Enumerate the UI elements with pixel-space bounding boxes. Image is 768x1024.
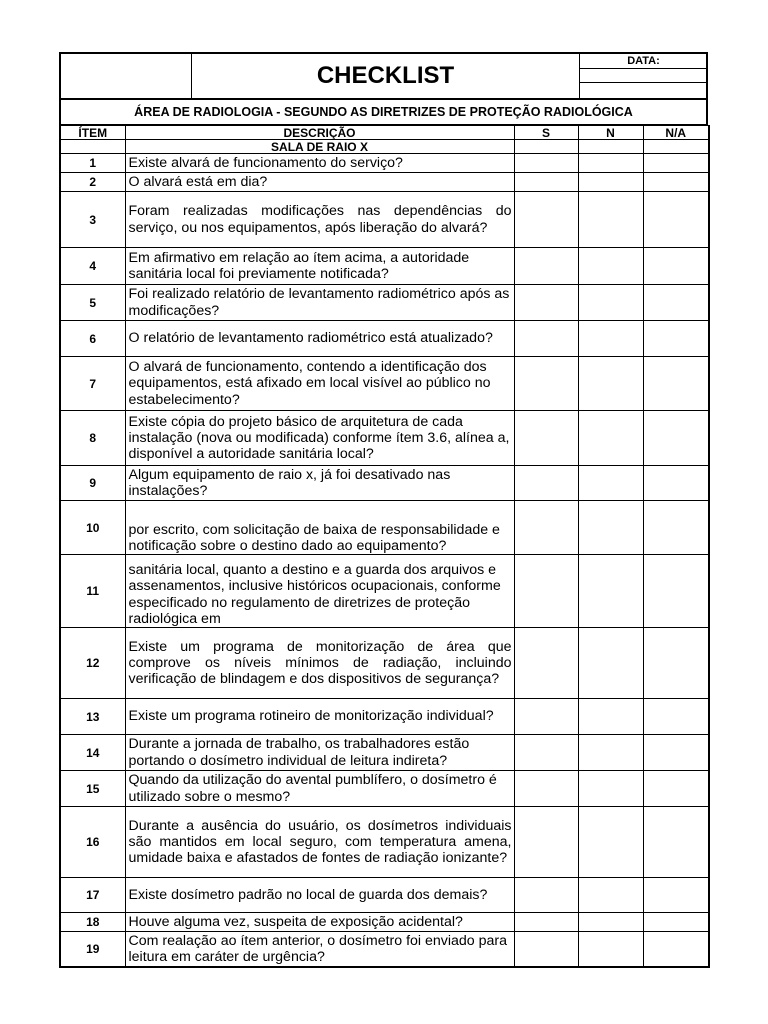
table-row xyxy=(60,878,709,913)
item-number: 19 xyxy=(60,932,125,967)
item-description xyxy=(125,192,514,248)
item-number: 18 xyxy=(60,913,125,932)
section-spacer xyxy=(60,140,125,154)
table-row xyxy=(60,321,709,357)
item-description xyxy=(125,411,514,466)
answer-cell-no[interactable] xyxy=(578,628,643,699)
answer-cell-no[interactable] xyxy=(578,285,643,321)
answer-cell-yes[interactable] xyxy=(514,192,578,248)
table-row xyxy=(60,735,709,771)
item-description-text: Existe alvará de funcionamento do serviço? xyxy=(128,154,403,171)
item-number: 14 xyxy=(60,735,125,771)
item-description xyxy=(125,699,514,735)
answer-cell-na[interactable] xyxy=(643,913,709,932)
item-description xyxy=(125,466,514,501)
item-number: 5 xyxy=(60,285,125,321)
answer-cell-yes[interactable] xyxy=(514,321,578,357)
item-description-text: Em afirmativo em relação ao ítem acima, a autoridade sanitária local foi previamente notificada? xyxy=(128,249,470,282)
table-row xyxy=(60,285,709,321)
answer-cell-no[interactable] xyxy=(578,878,643,913)
item-description xyxy=(125,932,514,967)
item-number: 9 xyxy=(60,466,125,501)
answer-cell-na[interactable] xyxy=(643,192,709,248)
answer-cell-yes[interactable] xyxy=(514,771,578,807)
answer-cell-yes[interactable] xyxy=(514,173,578,192)
item-description-text: Quando da utilização do avental pumblífero, o dosímetro é utilizado sobre o mesmo? xyxy=(128,772,497,805)
table-row xyxy=(60,192,709,248)
section-row xyxy=(60,140,709,154)
table-row xyxy=(60,699,709,735)
answer-cell-na[interactable] xyxy=(643,555,709,628)
answer-cell-na[interactable] xyxy=(643,771,709,807)
answer-cell-na[interactable] xyxy=(643,411,709,466)
item-number: 13 xyxy=(60,699,125,735)
item-description xyxy=(125,735,514,771)
item-description xyxy=(125,807,514,878)
item-number: 17 xyxy=(60,878,125,913)
table-row xyxy=(60,501,709,555)
answer-cell-yes[interactable] xyxy=(514,411,578,466)
column-header-description: DESCRIÇÃO xyxy=(125,126,514,140)
item-description-text: Algum equipamento de raio x, já foi desativado nas instalações? xyxy=(128,466,451,499)
answer-cell-no[interactable] xyxy=(578,699,643,735)
answer-cell-na[interactable] xyxy=(643,285,709,321)
section-title: SALA DE RAIO X xyxy=(125,140,514,154)
answer-cell-na[interactable] xyxy=(643,321,709,357)
item-description xyxy=(125,154,514,173)
answer-cell-na[interactable] xyxy=(643,932,709,967)
answer-cell-no[interactable] xyxy=(578,357,643,411)
item-description xyxy=(125,173,514,192)
item-description-text: O alvará está em dia? xyxy=(128,173,268,190)
checklist-sheet xyxy=(59,52,708,968)
logo-cell xyxy=(61,54,192,98)
date-block xyxy=(579,54,707,98)
column-header-row xyxy=(60,126,709,140)
answer-cell-no[interactable] xyxy=(578,807,643,878)
item-description-text: Com realação ao ítem anterior, o dosímetro foi enviado para leitura em caráter de urgência? xyxy=(128,932,508,965)
item-number: 2 xyxy=(60,173,125,192)
answer-cell-no[interactable] xyxy=(578,932,643,967)
answer-cell-na[interactable] xyxy=(643,173,709,192)
date-extra-field[interactable] xyxy=(580,83,707,97)
answer-cell-yes[interactable] xyxy=(514,807,578,878)
answer-cell-yes[interactable] xyxy=(514,735,578,771)
item-description xyxy=(125,771,514,807)
checklist-subtitle: ÁREA DE RADIOLOGIA - SEGUNDO AS DIRETRIZES DE PROTEÇÃO RADIOLÓGICA xyxy=(59,98,708,125)
table-row xyxy=(60,932,709,967)
answer-cell-no[interactable] xyxy=(578,501,643,555)
answer-cell-yes[interactable] xyxy=(514,154,578,173)
column-header-na: N/A xyxy=(643,126,709,140)
item-number: 15 xyxy=(60,771,125,807)
answer-cell-no[interactable] xyxy=(578,248,643,285)
answer-cell-no[interactable] xyxy=(578,771,643,807)
item-description xyxy=(125,248,514,285)
table-row xyxy=(60,913,709,932)
answer-cell-na[interactable] xyxy=(643,699,709,735)
answer-cell-no[interactable] xyxy=(578,173,643,192)
item-description-text: Existe um programa rotineiro de monitorização individual? xyxy=(128,708,494,725)
item-number: 3 xyxy=(60,192,125,248)
item-description-text: Durante a jornada de trabalho, os trabalhadores estão portando o dosímetro individual de leitura indireta? xyxy=(128,736,470,769)
answer-cell-na[interactable] xyxy=(643,248,709,285)
answer-cell-yes[interactable] xyxy=(514,357,578,411)
answer-cell-na[interactable] xyxy=(643,628,709,699)
column-header-item: ÍTEM xyxy=(60,126,125,140)
item-description xyxy=(125,357,514,411)
answer-cell-no[interactable] xyxy=(578,321,643,357)
answer-cell-no[interactable] xyxy=(578,192,643,248)
item-number: 10 xyxy=(60,501,125,555)
item-description-text: Durante a ausência do usuário, os dosímetros individuais são mantidos em local seguro, com temperatura amena, umidade baixa e afastados de fontes de radiação ionizante? xyxy=(128,817,512,867)
table-row xyxy=(60,248,709,285)
item-description-text: Existe dosímetro padrão no local de guarda dos demais? xyxy=(128,886,488,903)
answer-cell-yes[interactable] xyxy=(514,913,578,932)
item-number: 4 xyxy=(60,248,125,285)
answer-cell-na[interactable] xyxy=(643,357,709,411)
answer-cell-na[interactable] xyxy=(643,735,709,771)
answer-cell-yes[interactable] xyxy=(514,628,578,699)
item-description-text: Houve alguma vez, suspeita de exposição acidental? xyxy=(128,913,463,930)
answer-cell-na[interactable] xyxy=(643,878,709,913)
item-description xyxy=(125,321,514,357)
answer-cell-na[interactable] xyxy=(643,807,709,878)
table-row xyxy=(60,628,709,699)
item-description-text: Existe um programa de monitorização de área que comprove os níveis mínimos de radiação, incluindo verificação de blindagem e dos dispositivos de segurança? xyxy=(128,638,512,688)
item-number: 7 xyxy=(60,357,125,411)
answer-cell-yes[interactable] xyxy=(514,248,578,285)
answer-cell-no[interactable] xyxy=(578,411,643,466)
answer-cell-no[interactable] xyxy=(578,154,643,173)
answer-cell-yes[interactable] xyxy=(514,466,578,501)
section-spacer xyxy=(578,140,643,154)
section-spacer xyxy=(514,140,578,154)
item-number: 8 xyxy=(60,411,125,466)
table-row xyxy=(60,771,709,807)
table-row xyxy=(60,411,709,466)
item-number: 12 xyxy=(60,628,125,699)
answer-cell-no[interactable] xyxy=(578,466,643,501)
item-description-text: O relatório de levantamento radiométrico está atualizado? xyxy=(128,330,493,347)
column-header-no: N xyxy=(578,126,643,140)
item-number: 11 xyxy=(60,555,125,628)
item-description-text: sanitária local, quanto a destino e a guarda dos arquivos e assenamentos, inclusive históricos ocupacionais, conforme especificado no regulamento de diretrizes de proteção radiológica em xyxy=(128,562,501,627)
answer-cell-yes[interactable] xyxy=(514,285,578,321)
answer-cell-na[interactable] xyxy=(643,466,709,501)
answer-cell-yes[interactable] xyxy=(514,699,578,735)
answer-cell-na[interactable] xyxy=(643,501,709,555)
item-description-text: O alvará de funcionamento, contendo a identificação dos equipamentos, está afixado em local visível ao público no estabelecimento? xyxy=(128,359,491,408)
checklist-header xyxy=(59,52,708,98)
item-number: 16 xyxy=(60,807,125,878)
date-label: DATA: xyxy=(580,54,707,69)
item-description xyxy=(125,555,514,628)
answer-cell-yes[interactable] xyxy=(514,932,578,967)
answer-cell-yes[interactable] xyxy=(514,501,578,555)
page-title: CHECKLIST xyxy=(316,62,455,89)
checklist-rows xyxy=(60,154,709,967)
answer-cell-na[interactable] xyxy=(643,154,709,173)
table-row xyxy=(60,154,709,173)
item-description xyxy=(125,285,514,321)
answer-cell-yes[interactable] xyxy=(514,878,578,913)
answer-cell-yes[interactable] xyxy=(514,555,578,628)
item-description xyxy=(125,501,514,555)
item-description-text: Existe cópia do projeto básico de arquitetura de cada instalação (nova ou modificada) conforme ítem 3.6, alínea a, disponível a autoridade sanitária local? xyxy=(128,413,510,463)
answer-cell-no[interactable] xyxy=(578,735,643,771)
answer-cell-no[interactable] xyxy=(578,555,643,628)
answer-cell-no[interactable] xyxy=(578,913,643,932)
table-row xyxy=(60,807,709,878)
item-description-text: por escrito, com solicitação de baixa de responsabilidade e notificação sobre o destino dado ao equipamento? xyxy=(128,521,500,554)
checklist-table xyxy=(59,125,710,968)
table-row xyxy=(60,173,709,192)
date-field[interactable] xyxy=(580,69,707,83)
table-row xyxy=(60,466,709,501)
item-description xyxy=(125,628,514,699)
column-header-yes: S xyxy=(514,126,578,140)
table-row xyxy=(60,555,709,628)
item-number: 1 xyxy=(60,154,125,173)
item-description-text: Foram realizadas modificações nas dependências do serviço, ou nos equipamentos, após liberação do alvará? xyxy=(128,203,512,236)
item-description xyxy=(125,878,514,913)
item-description-text: Foi realizado relatório de levantamento radiométrico após as modificações? xyxy=(128,286,510,319)
section-spacer xyxy=(643,140,709,154)
item-description xyxy=(125,913,514,932)
table-row xyxy=(60,357,709,411)
item-number: 6 xyxy=(60,321,125,357)
